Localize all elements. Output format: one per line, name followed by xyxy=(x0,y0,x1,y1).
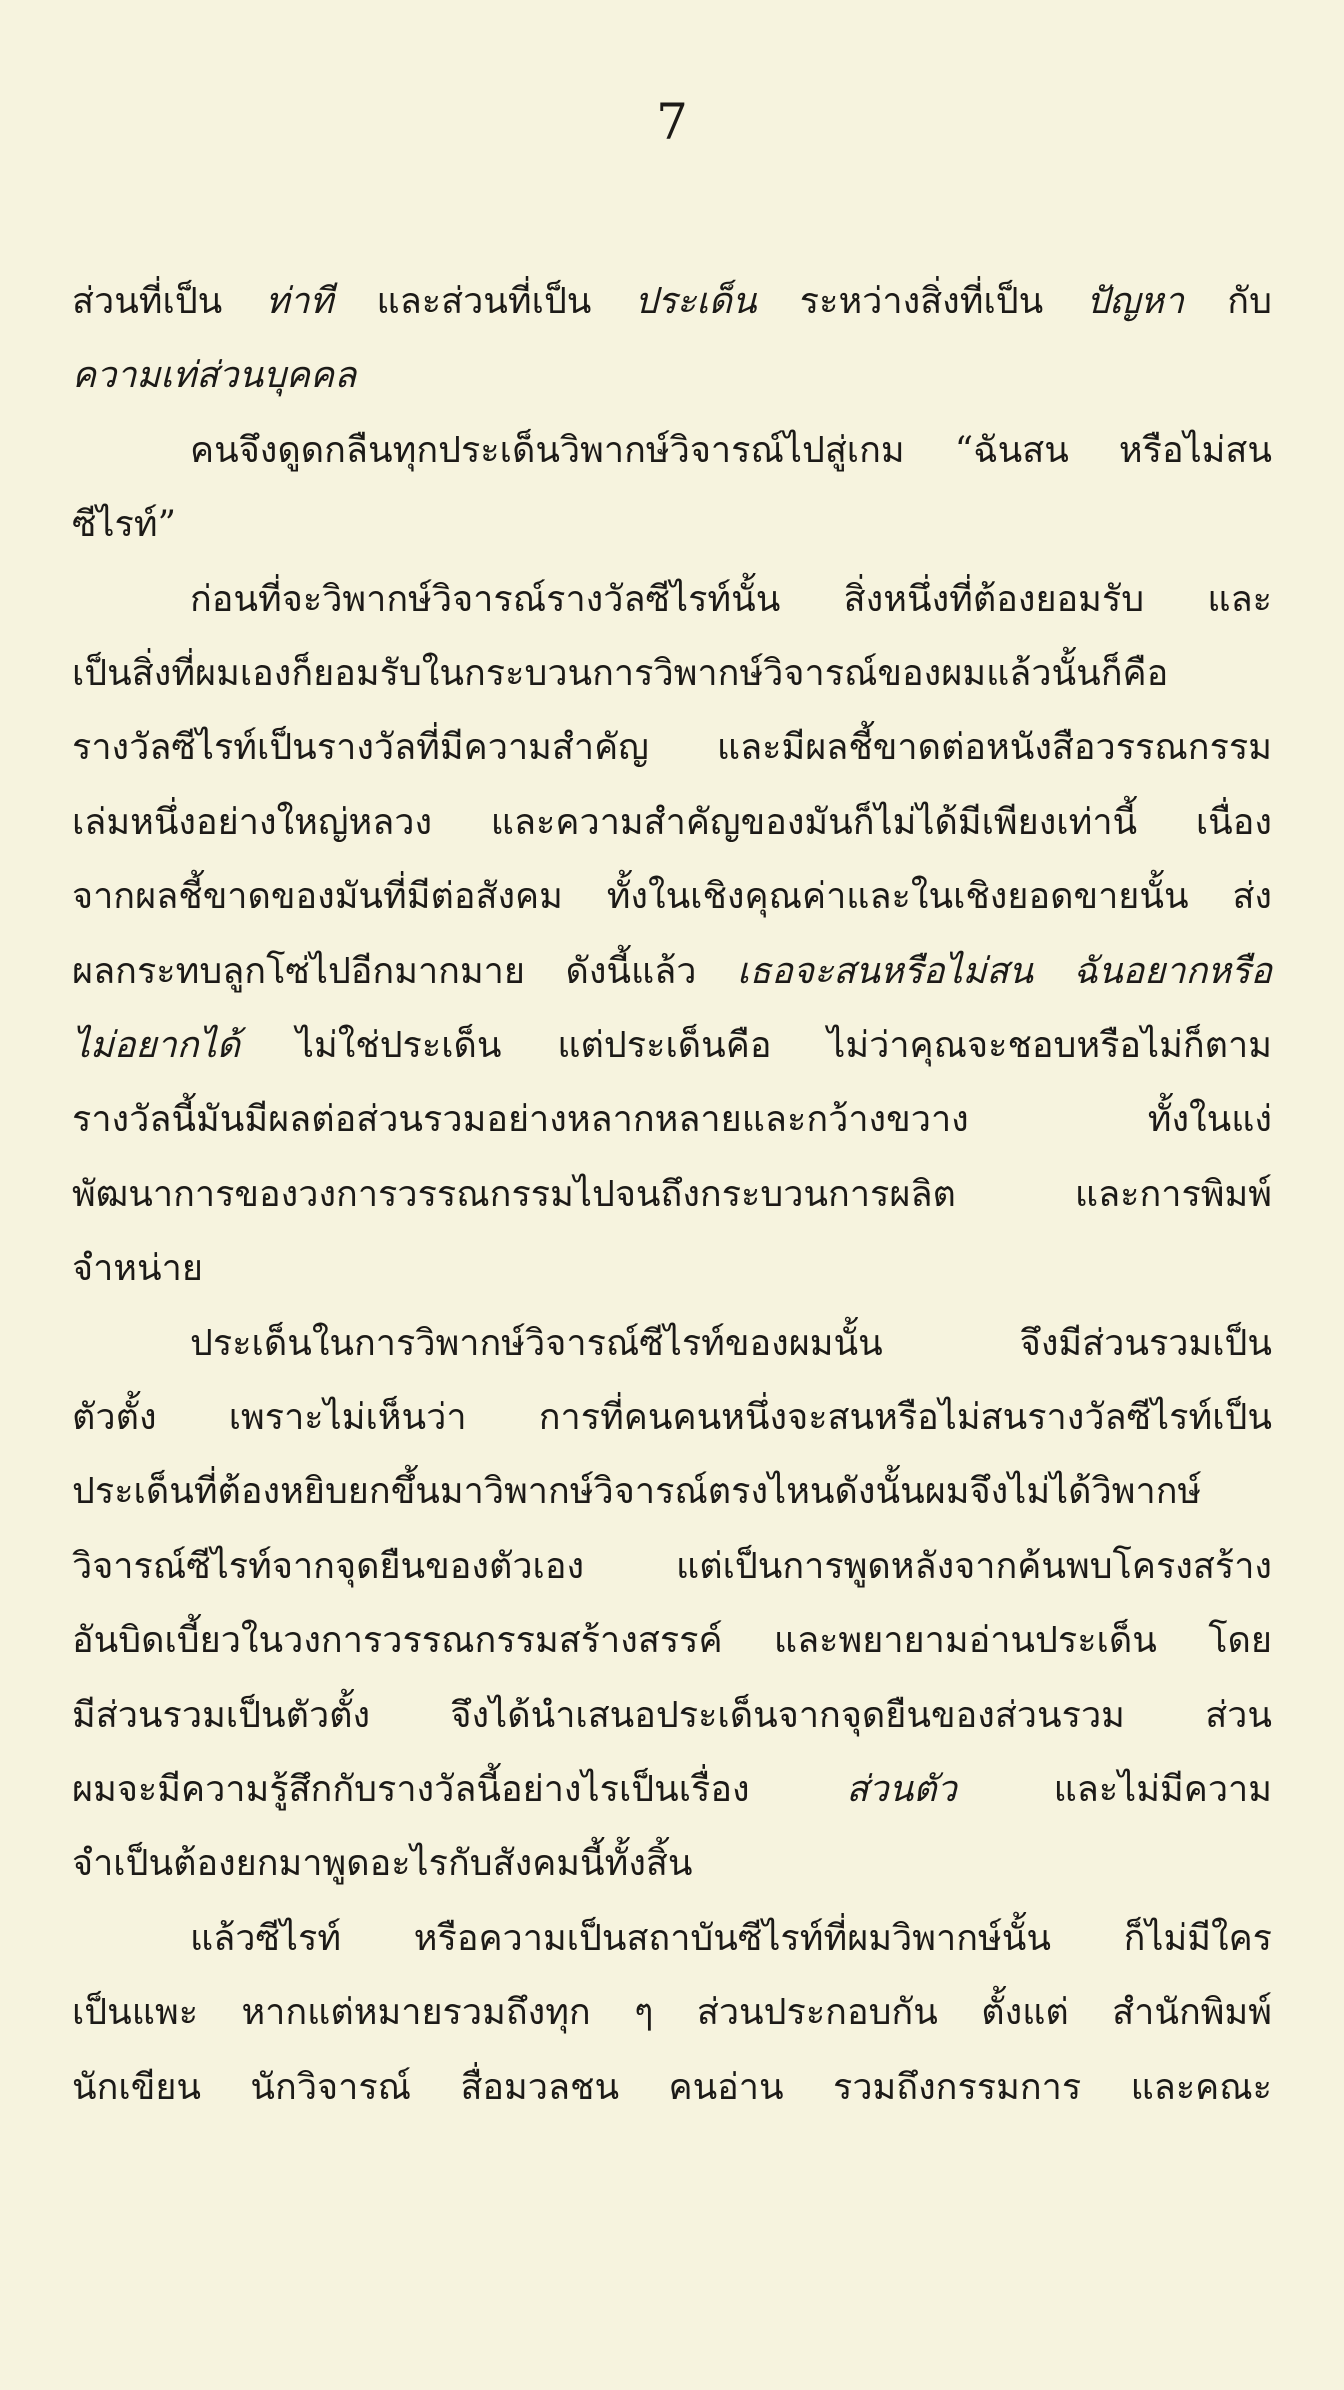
italic-phrase: ไม่อยากได้ xyxy=(72,1025,241,1066)
text-phrase: อันบิดเบี้ยวในวงการวรรณกรรมสร้างสรรค์ xyxy=(72,1620,723,1662)
text-line xyxy=(72,871,1272,923)
text-line xyxy=(72,1392,1272,1444)
text-phrase: ตั้งแต่ xyxy=(981,1992,1069,2034)
text-phrase: และส่วนที่เป็น xyxy=(376,281,592,322)
text-line xyxy=(72,2062,1272,2114)
text-phrase: หรือไม่สน xyxy=(1118,429,1272,471)
page-number: 7 xyxy=(656,93,688,151)
text-phrase: หรือความเป็นสถาบันซีไรท์ที่ผมวิพากษ์นั้น xyxy=(413,1917,1051,1959)
text-phrase: ทั้งในแง่ xyxy=(1147,1099,1272,1141)
text-line xyxy=(72,1690,1272,1742)
text-line xyxy=(72,276,1272,328)
text-phrase: และคณะ xyxy=(1130,2066,1272,2108)
text-line xyxy=(72,1466,1272,1518)
text-phrase: แต่เป็นการพูดหลังจากค้นพบโครงสร้าง xyxy=(676,1545,1272,1587)
text-phrase: ตัวตั้ง xyxy=(72,1397,157,1438)
text-phrase: สำนักพิมพ์ xyxy=(1112,1992,1272,2034)
italic-phrase: ความเท่ส่วนบุคคล xyxy=(72,355,357,397)
text-line xyxy=(72,648,1272,700)
text-line xyxy=(72,946,1272,998)
italic-phrase: ส่วนตัว xyxy=(846,1769,957,1810)
text-phrase: เนื่อง xyxy=(1195,801,1272,843)
text-phrase: ผมจะมีความรู้สึกกับรางวัลนี้อย่างไรเป็นเรื่อง xyxy=(72,1769,750,1810)
text-phrase: ประเด็นในการวิพากษ์วิจารณ์ซีไรท์ของผมนั้น xyxy=(190,1322,883,1364)
text-phrase: และมีผลชี้ขาดต่อหนังสือวรรณกรรม xyxy=(716,727,1272,769)
text-line xyxy=(72,1615,1272,1667)
text-line xyxy=(72,1764,1272,1816)
text-phrase: ไม่ว่าคุณจะชอบหรือไม่ก็ตาม xyxy=(827,1025,1272,1066)
text-phrase: และพยายามอ่านประเด็น xyxy=(773,1620,1157,1662)
text-phrase: ส่ง xyxy=(1232,876,1272,918)
text-phrase: เล่มหนึ่งอย่างใหญ่หลวง xyxy=(72,801,433,843)
text-phrase: จำเป็นต้องยกมาพูดอะไรกับสังคมนี้ทั้งสิ้น xyxy=(72,1843,693,1885)
text-phrase: นักวิจารณ์ xyxy=(250,2066,412,2108)
text-line xyxy=(72,1987,1272,2039)
text-phrase: ระหว่างสิ่งที่เป็น xyxy=(799,281,1044,322)
text-phrase: และความสำคัญของมันก็ไม่ได้มีเพียงเท่านี้ xyxy=(490,801,1138,843)
text-phrase: เพราะไม่เห็นว่า xyxy=(228,1397,467,1438)
text-phrase: เป็นแพะ xyxy=(72,1992,199,2034)
text-line xyxy=(190,425,1272,477)
text-phrase: วิจารณ์ซีไรท์จากจุดยืนของตัวเอง xyxy=(72,1545,585,1587)
text-phrase: ไม่ใช่ประเด็น xyxy=(295,1025,502,1066)
text-line xyxy=(72,1243,1272,1295)
text-phrase: จึงได้นำเสนอประเด็นจากจุดยืนของส่วนรวม xyxy=(450,1694,1125,1736)
text-line xyxy=(72,1541,1272,1593)
text-phrase: กับ xyxy=(1227,281,1272,322)
text-phrase: ๆ xyxy=(634,1992,654,2034)
text-phrase: สิ่งหนึ่งที่ต้องยอมรับ xyxy=(843,578,1145,620)
text-line xyxy=(190,574,1272,626)
text-phrase: คนอ่าน xyxy=(668,2066,784,2108)
text-phrase: ก่อนที่จะวิพากษ์วิจารณ์รางวัลซีไรท์นั้น xyxy=(190,578,781,620)
text-phrase: ส่วนประกอบกัน xyxy=(696,1992,938,2034)
text-phrase: ผลกระทบลูกโซ่ไปอีกมากมาย xyxy=(72,950,525,992)
text-line xyxy=(72,350,1272,402)
text-phrase: คนจึงดูดกลืนทุกประเด็นวิพากษ์วิจารณ์ไปสู่เกม xyxy=(190,429,905,471)
text-phrase: ทั้งในเชิงคุณค่าและในเชิงยอดขายนั้น xyxy=(606,876,1189,918)
text-phrase: ดังนี้แล้ว xyxy=(565,950,697,992)
text-phrase: สื่อมวลชน xyxy=(460,2066,620,2108)
text-phrase: จากผลชี้ขาดของมันที่มีต่อสังคม xyxy=(72,876,563,918)
italic-phrase: ปัญหา xyxy=(1086,281,1184,322)
text-phrase: รางวัลนี้มันมีผลต่อส่วนรวมอย่างหลากหลายและกว้างขวาง xyxy=(72,1099,969,1141)
text-line xyxy=(72,1838,1272,1890)
text-phrase: “ฉันสน xyxy=(954,429,1069,471)
text-phrase: จึงมีส่วนรวมเป็น xyxy=(1019,1322,1272,1364)
italic-phrase: เธอจะสนหรือไม่สน xyxy=(736,950,1033,992)
text-phrase: นักเขียน xyxy=(72,2066,202,2108)
text-phrase: ซีไรท์” xyxy=(72,504,177,546)
text-line xyxy=(72,797,1272,849)
text-phrase: ส่วน xyxy=(1205,1694,1272,1736)
text-phrase: ก็ไม่มีใคร xyxy=(1123,1917,1272,1959)
text-phrase: พัฒนาการของวงการวรรณกรรมไปจนถึงกระบวนการผลิต xyxy=(72,1173,956,1215)
text-phrase: มีส่วนรวมเป็นตัวตั้ง xyxy=(72,1694,371,1736)
text-phrase: การที่คนคนหนึ่งจะสนหรือไม่สนรางวัลซีไรท์เป็น xyxy=(538,1397,1272,1438)
italic-phrase: ประเด็น xyxy=(634,281,757,322)
text-line xyxy=(72,1094,1272,1146)
text-phrase: รางวัลซีไรท์เป็นรางวัลที่มีความสำคัญ xyxy=(72,727,649,769)
italic-phrase: ท่าที xyxy=(265,281,334,322)
text-phrase: ส่วนที่เป็น xyxy=(72,281,223,322)
text-phrase: ประเด็นที่ต้องหยิบยกขึ้นมาวิพากษ์วิจารณ์ตรงไหนดังนั้นผมจึงไม่ได้วิพากษ์ xyxy=(72,1471,1202,1513)
text-line xyxy=(72,1020,1272,1072)
text-line xyxy=(72,499,1272,551)
text-phrase: รวมถึงกรรมการ xyxy=(833,2066,1082,2108)
text-phrase: แต่ประเด็นคือ xyxy=(557,1025,772,1066)
text-line xyxy=(190,1913,1272,1965)
text-line xyxy=(72,722,1272,774)
text-phrase: แล้วซีไรท์ xyxy=(190,1917,342,1959)
text-phrase: หากแต่หมายรวมถึงทุก xyxy=(241,1992,591,2034)
text-phrase: และ xyxy=(1207,578,1272,620)
text-phrase: จำหน่าย xyxy=(72,1248,203,1290)
text-line xyxy=(190,1318,1272,1370)
text-line xyxy=(72,1169,1272,1221)
text-phrase: เป็นสิ่งที่ผมเองก็ยอมรับในกระบวนการวิพากษ์วิจารณ์ของผมแล้วนั้นก็คือ xyxy=(72,653,1169,694)
text-phrase: และไม่มีความ xyxy=(1053,1769,1272,1810)
italic-phrase: ฉันอยากหรือ xyxy=(1073,950,1272,992)
text-phrase: และการพิมพ์ xyxy=(1074,1173,1272,1215)
text-phrase: โดย xyxy=(1208,1620,1272,1662)
